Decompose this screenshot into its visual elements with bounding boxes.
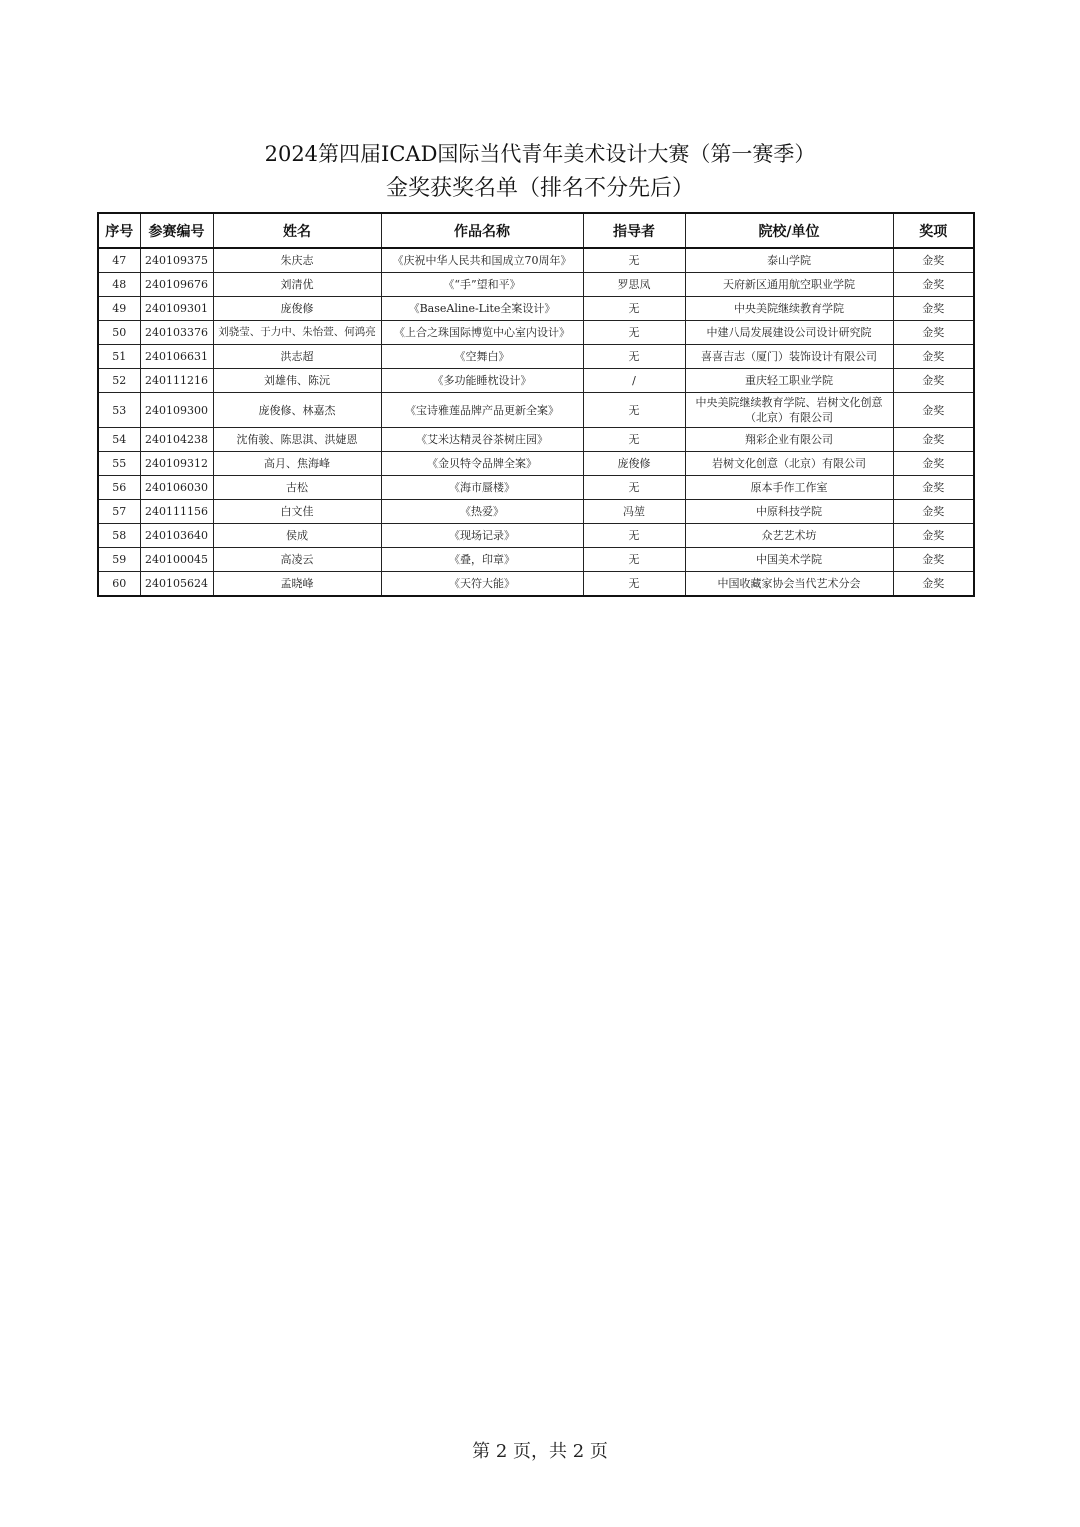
cell-entry-no: 240109301 [140,297,213,321]
table-row [98,524,974,548]
table-row [98,428,974,452]
cell-entry-no: 240106631 [140,345,213,369]
page-footer: 第 2 页，共 2 页 [472,1441,608,1462]
cell-work: 《BaseAline-Lite全案设计》 [381,297,583,321]
cell-advisor: 无 [583,548,685,572]
cell-work: 《金贝特令品牌全案》 [381,452,583,476]
cell-institution: 中国美术学院 [685,548,893,572]
cell-entry-no: 240103376 [140,321,213,345]
header-advisor: 指导者 [583,213,685,248]
cell-work: 《多功能睡枕设计》 [381,369,583,393]
cell-institution: 重庆轻工职业学院 [685,369,893,393]
header-award: 奖项 [893,213,974,248]
table-row [98,500,974,524]
cell-name: 刘雄伟、陈沅 [213,369,381,393]
table-row [98,273,974,297]
cell-award: 金奖 [893,273,974,297]
cell-advisor: 无 [583,524,685,548]
cell-name: 洪志超 [213,345,381,369]
cell-award: 金奖 [893,345,974,369]
cell-name: 高凌云 [213,548,381,572]
cell-entry-no: 240109375 [140,248,213,273]
cell-index: 52 [98,369,140,393]
cell-advisor: 庞俊修 [583,452,685,476]
cell-name: 朱庆志 [213,248,381,273]
cell-award: 金奖 [893,297,974,321]
cell-entry-no: 240103640 [140,524,213,548]
cell-award: 金奖 [893,548,974,572]
cell-work: 《“手”望和平》 [381,273,583,297]
cell-index: 48 [98,273,140,297]
header-name: 姓名 [213,213,381,248]
table-row [98,248,974,273]
cell-work: 《叠，印章》 [381,548,583,572]
cell-award: 金奖 [893,321,974,345]
cell-entry-no: 240109312 [140,452,213,476]
cell-index: 58 [98,524,140,548]
cell-advisor: 无 [583,321,685,345]
cell-award: 金奖 [893,452,974,476]
cell-index: 60 [98,572,140,597]
cell-name: 孟晓峰 [213,572,381,597]
cell-work: 《热爱》 [381,500,583,524]
cell-advisor: / [583,369,685,393]
table-row [98,393,974,428]
cell-index: 51 [98,345,140,369]
cell-award: 金奖 [893,369,974,393]
cell-name: 庞俊修、林嘉杰 [213,393,381,428]
cell-entry-no: 240111156 [140,500,213,524]
cell-name: 庞俊修 [213,297,381,321]
header-index: 序号 [98,213,140,248]
cell-name: 白文佳 [213,500,381,524]
cell-award: 金奖 [893,500,974,524]
cell-institution: 岩树文化创意（北京）有限公司 [685,452,893,476]
cell-award: 金奖 [893,393,974,428]
cell-advisor: 无 [583,297,685,321]
cell-work: 《庆祝中华人民共和国成立70周年》 [381,248,583,273]
cell-work: 《艾米达精灵谷茶树庄园》 [381,428,583,452]
cell-entry-no: 240104238 [140,428,213,452]
cell-institution: 原本手作工作室 [685,476,893,500]
cell-index: 53 [98,393,140,428]
cell-advisor: 罗思凤 [583,273,685,297]
cell-entry-no: 240111216 [140,369,213,393]
cell-institution: 泰山学院 [685,248,893,273]
cell-name: 古松 [213,476,381,500]
table-row [98,345,974,369]
table-row [98,572,974,597]
cell-award: 金奖 [893,572,974,597]
cell-institution: 中原科技学院 [685,500,893,524]
cell-index: 59 [98,548,140,572]
cell-index: 49 [98,297,140,321]
cell-index: 57 [98,500,140,524]
cell-institution: 翔彩企业有限公司 [685,428,893,452]
cell-award: 金奖 [893,248,974,273]
cell-index: 56 [98,476,140,500]
cell-institution: 喜喜吉志（厦门）装饰设计有限公司 [685,345,893,369]
cell-work: 《现场记录》 [381,524,583,548]
cell-advisor: 无 [583,572,685,597]
cell-work: 《宝诗雅莲品牌产品更新全案》 [381,393,583,428]
cell-index: 50 [98,321,140,345]
document-subtitle: 金奖获奖名单（排名不分先后） [385,176,694,201]
document-title: 2024第四届ICAD国际当代青年美术设计大赛（第一赛季） [264,142,816,166]
cell-institution: 中央美院继续教育学院、岩树文化创意（北京）有限公司 [685,393,893,428]
cell-index: 54 [98,428,140,452]
cell-entry-no: 240106030 [140,476,213,500]
cell-name: 高月、焦海峰 [213,452,381,476]
table-header-row [98,213,974,248]
cell-advisor: 无 [583,476,685,500]
cell-institution: 众艺艺术坊 [685,524,893,548]
cell-advisor: 冯堃 [583,500,685,524]
cell-name: 刘清优 [213,273,381,297]
table-row [98,476,974,500]
cell-advisor: 无 [583,248,685,273]
table-row [98,297,974,321]
cell-institution: 中央美院继续教育学院 [685,297,893,321]
header-institution: 院校/单位 [685,213,893,248]
cell-index: 55 [98,452,140,476]
cell-name: 侯成 [213,524,381,548]
cell-work: 《上合之珠国际博览中心室内设计》 [381,321,583,345]
cell-award: 金奖 [893,428,974,452]
cell-name: 沈侑骏、陈思淇、洪婕恩 [213,428,381,452]
cell-entry-no: 240109300 [140,393,213,428]
cell-award: 金奖 [893,476,974,500]
cell-institution: 天府新区通用航空职业学院 [685,273,893,297]
cell-entry-no: 240100045 [140,548,213,572]
cell-work: 《天符大能》 [381,572,583,597]
cell-award: 金奖 [893,524,974,548]
header-entry-no: 参赛编号 [140,213,213,248]
table-row [98,548,974,572]
cell-advisor: 无 [583,345,685,369]
cell-work: 《海市蜃楼》 [381,476,583,500]
header-work: 作品名称 [381,213,583,248]
table-row [98,369,974,393]
cell-entry-no: 240109676 [140,273,213,297]
cell-institution: 中国收藏家协会当代艺术分会 [685,572,893,597]
cell-advisor: 无 [583,393,685,428]
table-row [98,452,974,476]
cell-institution: 中建八局发展建设公司设计研究院 [685,321,893,345]
cell-entry-no: 240105624 [140,572,213,597]
cell-advisor: 无 [583,428,685,452]
cell-work: 《空舞白》 [381,345,583,369]
cell-index: 47 [98,248,140,273]
table-row [98,321,974,345]
awards-table [97,212,975,597]
cell-name: 刘骁莹、于力中、朱怡萱、何鸿亮 [213,321,381,345]
